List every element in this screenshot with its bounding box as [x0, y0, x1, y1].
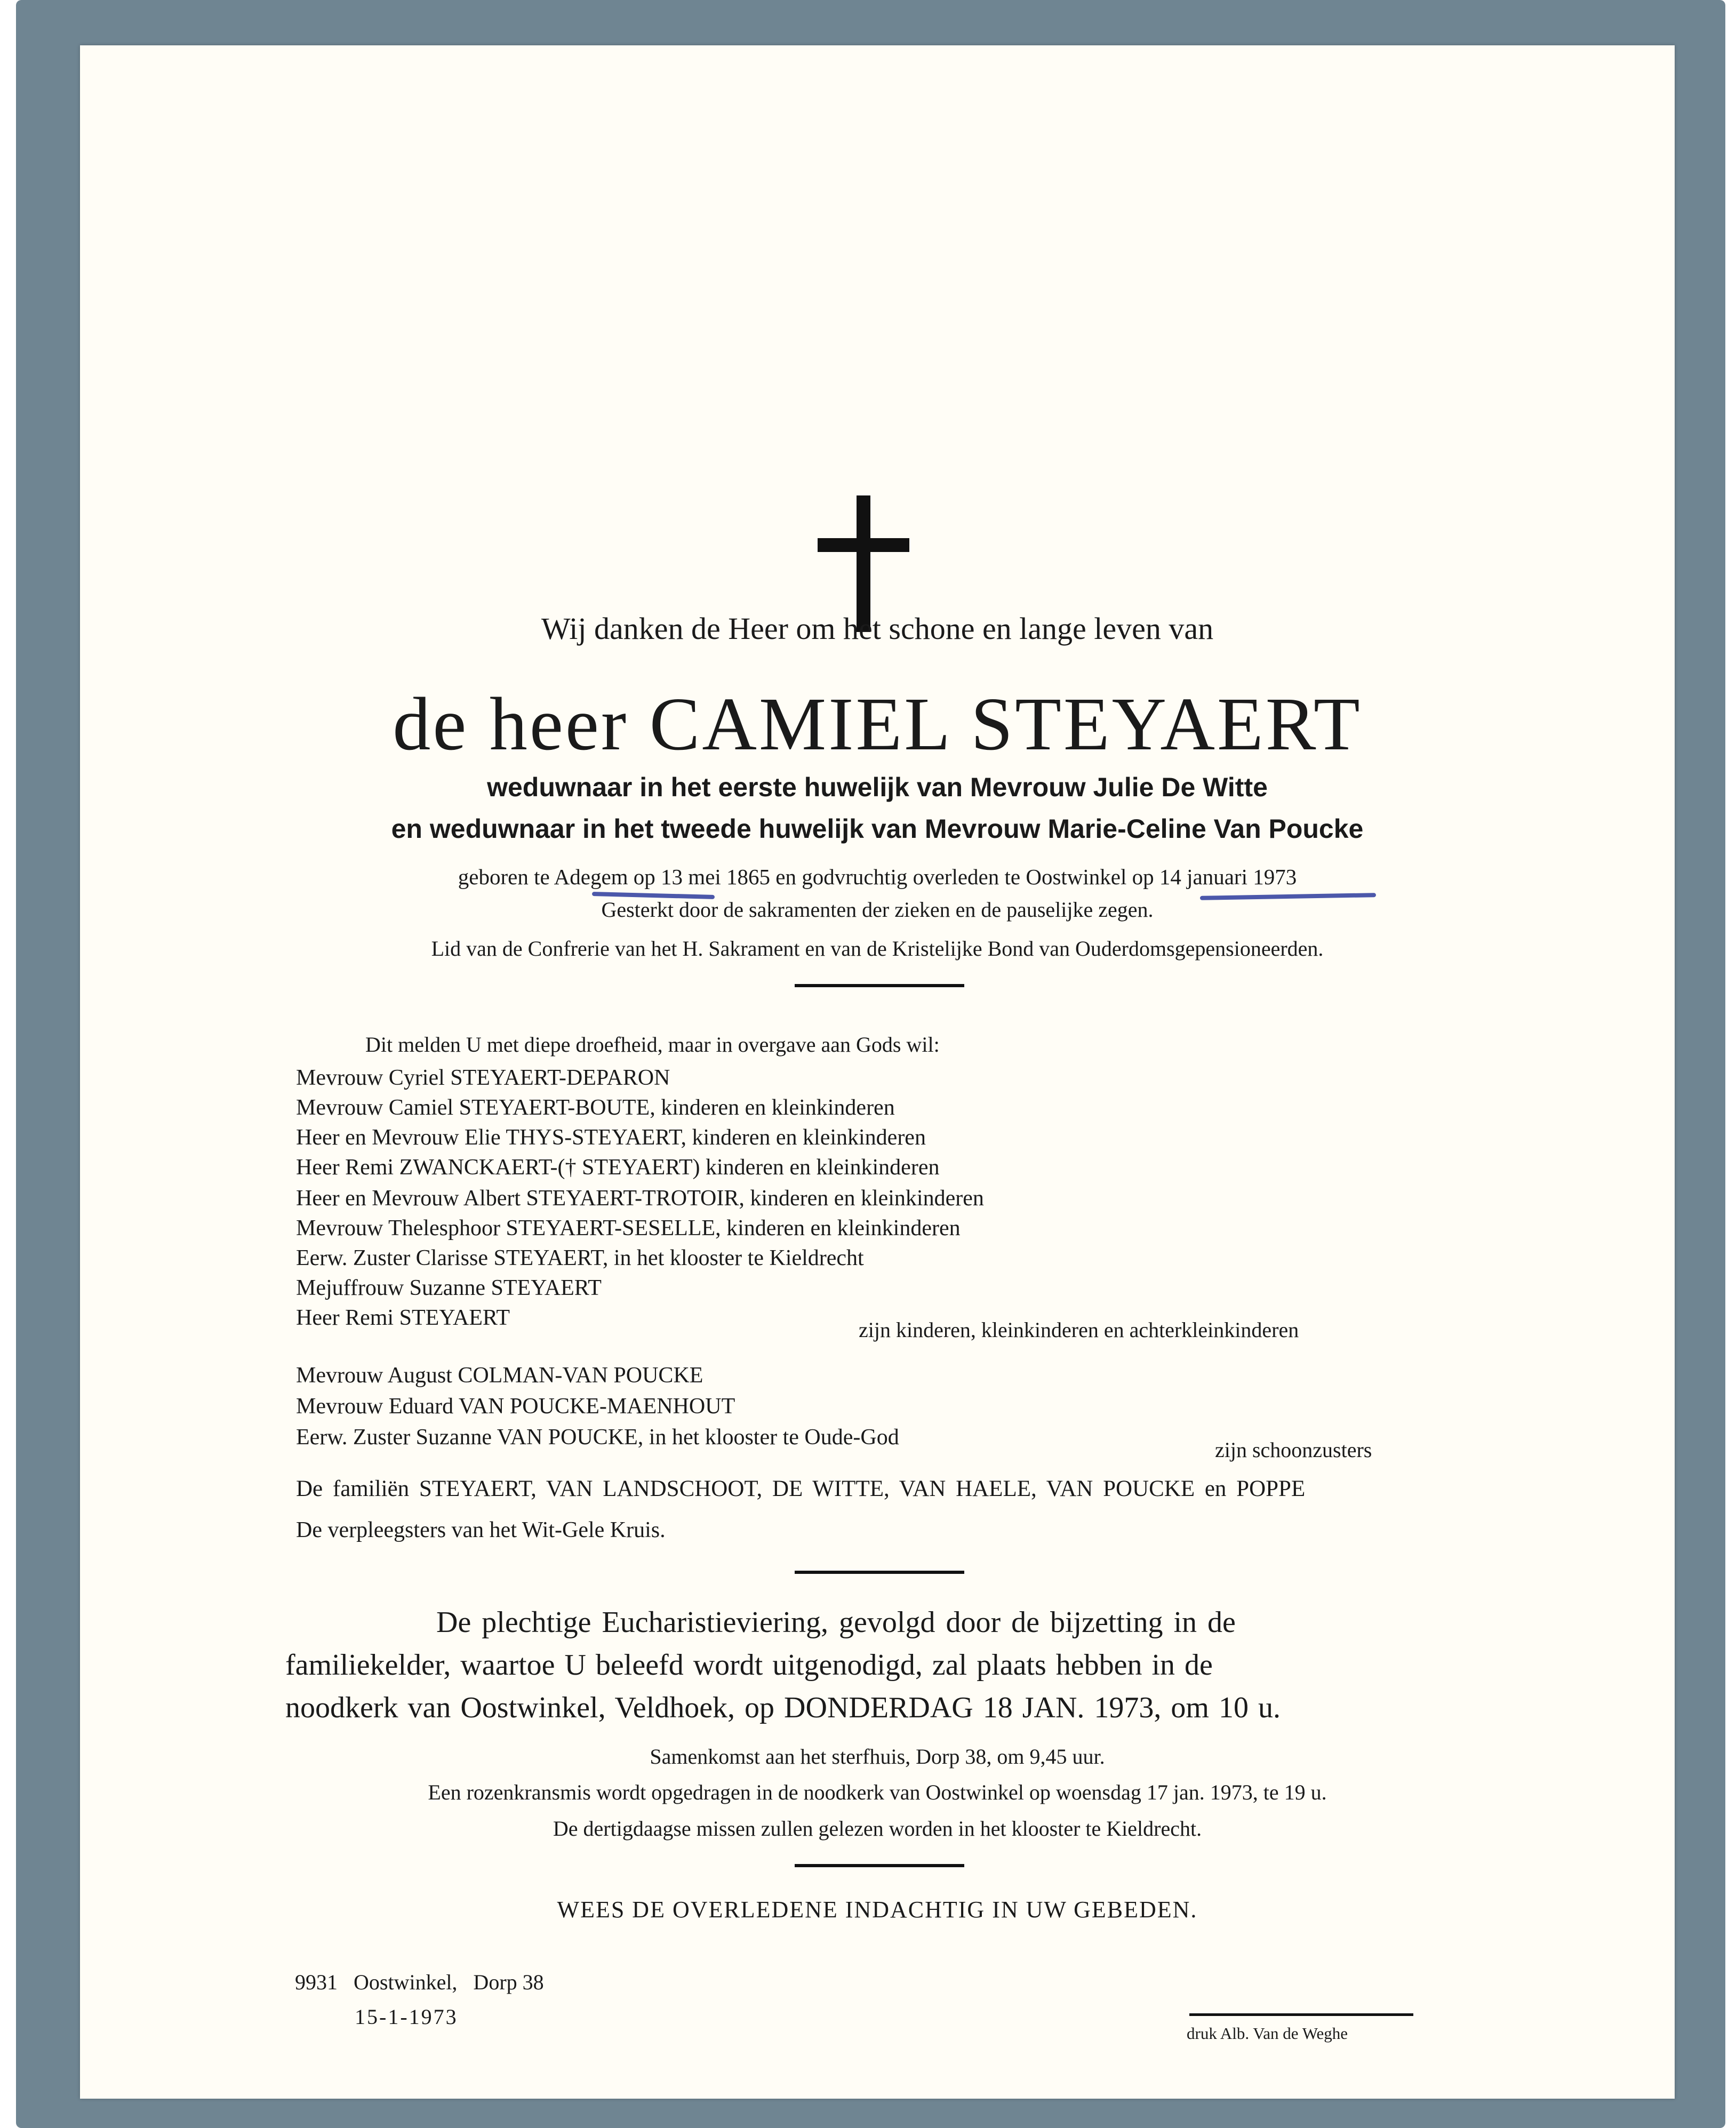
- family-line: Heer en Mevrouw Elie THYS-STEYAERT, kinderen en kleinkinderen: [296, 1125, 926, 1150]
- divider-1: [795, 984, 964, 987]
- family-line: Heer en Mevrouw Albert STEYAERT-TROTOIR, kinderen en kleinkinderen: [296, 1186, 984, 1211]
- gathering-line: Samenkomst aan het sterfhuis, Dorp 38, om 9,45 uur.: [650, 1745, 1105, 1769]
- cross-icon-bar: [818, 538, 909, 552]
- nurses-line: De verpleegsters van het Wit-Gele Kruis.: [296, 1518, 666, 1542]
- families-line: De familiën STEYAERT, VAN LANDSCHOOT, DE WITTE, VAN HAELE, VAN POUCKE en POPPE: [296, 1476, 1306, 1501]
- date-line: 15-1-1973: [355, 2005, 458, 2029]
- address-line: 9931 Oostwinkel, Dorp 38: [295, 1970, 544, 1994]
- birth-death-line: [80, 864, 1675, 890]
- family-line: Mevrouw Thelesphoor STEYAERT-SESELLE, kinderen en kleinkinderen: [296, 1216, 961, 1241]
- funeral-notice: [80, 45, 1675, 2099]
- divider-2: [795, 1571, 964, 1574]
- sisters-label: zijn schoonzusters: [1215, 1438, 1372, 1462]
- first-marriage: weduwnaar in het eerste huwelijk van Mevrouw Julie De Witte: [487, 772, 1268, 802]
- family-line: Mevrouw Camiel STEYAERT-BOUTE, kinderen en kleinkinderen: [296, 1095, 895, 1120]
- intro-text: Wij danken de Heer om het schone en lange leven van: [541, 611, 1214, 646]
- family-line: Heer Remi ZWANCKAERT-(† STEYAERT) kinderen en kleinkinderen: [296, 1155, 940, 1180]
- membership-line: Lid van de Confrerie van het H. Sakrament en van de Kristelijke Bond van Ouderdomsgepensioneerden.: [431, 937, 1324, 961]
- announce-line: Dit melden U met diepe droefheid, maar in overgave aan Gods wil:: [365, 1033, 940, 1057]
- death-date: 14 januari 1973: [1159, 865, 1297, 889]
- deceased-name: de heer CAMIEL STEYAERT: [393, 682, 1362, 766]
- family-line: Mevrouw Eduard VAN POUCKE-MAENHOUT: [296, 1394, 735, 1419]
- birth-date: 13 mei 1865: [661, 865, 771, 889]
- death-prefix: en godvruchtig overleden te Oostwinkel op: [770, 865, 1159, 889]
- divider-3: [795, 1864, 964, 1867]
- service-line-2: familiekelder, waartoe U beleefd wordt uitgenodigd, zal plaats hebben in de: [285, 1649, 1213, 1682]
- sacraments-line: Gesterkt door de sakramenten der zieken en de pauselijke zegen.: [601, 898, 1154, 922]
- service-line-3: noodkerk van Oostwinkel, Veldhoek, op DONDERDAG 18 JAN. 1973, om 10 u.: [285, 1691, 1281, 1724]
- masses-line: De dertigdaagse missen zullen gelezen worden in het klooster te Kieldrecht.: [553, 1817, 1202, 1841]
- remember-line: WEES DE OVERLEDENE INDACHTIG IN UW GEBEDEN.: [557, 1897, 1198, 1923]
- family-line: Mevrouw Cyriel STEYAERT-DEPARON: [296, 1066, 670, 1090]
- second-marriage: en weduwnaar in het tweede huwelijk van Mevrouw Marie-Celine Van Poucke: [391, 814, 1364, 844]
- children-label: zijn kinderen, kleinkinderen en achterkleinkinderen: [859, 1318, 1299, 1342]
- family-line: Eerw. Zuster Suzanne VAN POUCKE, in het klooster te Oude-God: [296, 1425, 899, 1450]
- family-line: Heer Remi STEYAERT: [296, 1306, 510, 1330]
- birth-prefix: geboren te Adegem op: [458, 865, 661, 889]
- printer-rule: [1189, 2013, 1413, 2016]
- family-line: Mevrouw August COLMAN-VAN POUCKE: [296, 1363, 703, 1388]
- rosary-line: Een rozenkransmis wordt opgedragen in de noodkerk van Oostwinkel op woensdag 17 jan. 1973, te 19 u.: [428, 1780, 1327, 1804]
- printer-line: druk Alb. Van de Weghe: [1187, 2024, 1348, 2043]
- service-line-1: De plechtige Eucharistieviering, gevolgd door de bijzetting in de: [436, 1606, 1236, 1639]
- family-line: Mejuffrouw Suzanne STEYAERT: [296, 1276, 602, 1300]
- family-line: Eerw. Zuster Clarisse STEYAERT, in het klooster te Kieldrecht: [296, 1246, 864, 1270]
